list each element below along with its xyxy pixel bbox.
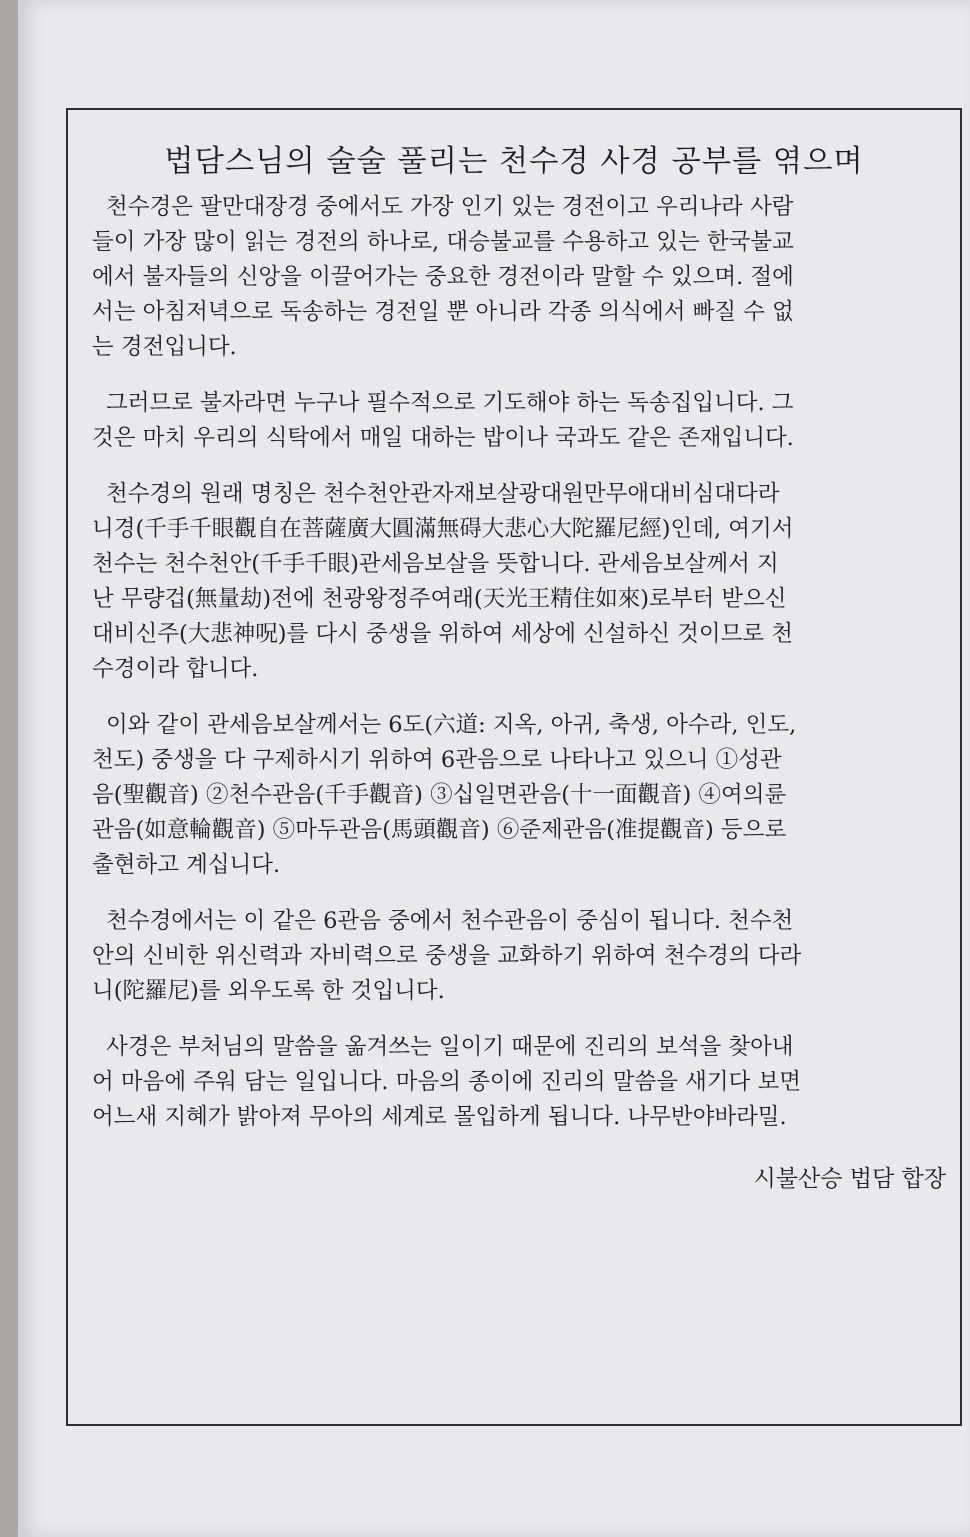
- text-line: 들이 가장 많이 읽는 경전의 하나로, 대승불교를 수용하고 있는 한국불교: [92, 229, 794, 255]
- text-line: 니(陀羅尼)를 외우도록 한 것입니다.: [92, 978, 445, 1004]
- text-line: 이와 같이 관세음보살께서는 6도(六道: 지옥, 아귀, 축생, 아수라, 인도,: [106, 712, 797, 738]
- document-title: 법담스님의 술술 풀리는 천수경 사경 공부를 엮으며: [164, 144, 864, 179]
- paragraph-6: [92, 1030, 946, 1135]
- document-body: [92, 190, 946, 1156]
- text-line: 천수경에서는 이 같은 6관음 중에서 천수관음이 중심이 됩니다. 천수천: [106, 908, 794, 934]
- book-page: [18, 0, 970, 1537]
- paragraph-3: [92, 477, 946, 687]
- paragraph-5: [92, 904, 946, 1009]
- text-line: 것은 마치 우리의 식탁에서 매일 대하는 밥이나 국과도 같은 존재입니다.: [92, 425, 794, 451]
- text-line: 천수는 천수천안(千手千眼)관세음보살을 뜻합니다. 관세음보살께서 지: [92, 551, 779, 577]
- text-line: 수경이라 합니다.: [92, 656, 259, 682]
- paragraph-2: [92, 386, 946, 456]
- text-line: 니경(千手千眼觀自在菩薩廣大圓滿無碍大悲心大陀羅尼經)인데, 여기서: [92, 516, 794, 542]
- text-frame: [66, 108, 962, 1426]
- signature: 시불산승 법담 합장: [753, 1166, 946, 1192]
- text-line: 서는 아침저녁으로 독송하는 경전일 뿐 아니라 각종 의식에서 빠질 수 없: [92, 299, 794, 325]
- text-line: 안의 신비한 위신력과 자비력으로 중생을 교화하기 위하여 천수경의 다라: [92, 943, 802, 969]
- text-line: 사경은 부처님의 말씀을 옮겨쓰는 일이기 때문에 진리의 보석을 찾아내: [106, 1034, 794, 1060]
- text-line: 어느새 지혜가 밝아져 무아의 세계로 몰입하게 됩니다. 나무반야바라밀.: [92, 1104, 787, 1130]
- text-line: 는 경전입니다.: [92, 334, 237, 360]
- text-line: 출현하고 계십니다.: [92, 852, 281, 878]
- paragraph-1: [92, 190, 946, 365]
- text-line: 천수경의 원래 명칭은 천수천안관자재보살광대원만무애대비심대다라: [106, 481, 780, 507]
- paragraph-4: [92, 708, 946, 883]
- text-line: 천수경은 팔만대장경 중에서도 가장 인기 있는 경전이고 우리나라 사람: [106, 194, 794, 220]
- text-line: 음(聖觀音) ②천수관음(千手觀音) ③십일면관음(十一面觀音) ④여의륜: [92, 782, 787, 808]
- text-line: 관음(如意輪觀音) ⑤마두관음(馬頭觀音) ⑥준제관음(准提觀音) 등으로: [92, 817, 787, 843]
- text-line: 어 마음에 주워 담는 일입니다. 마음의 종이에 진리의 말씀을 새기다 보면: [92, 1069, 801, 1095]
- text-line: 난 무량겁(無量劫)전에 천광왕정주여래(天光王精住如來)로부터 받으신: [92, 586, 787, 612]
- text-line: 그러므로 불자라면 누구나 필수적으로 기도해야 하는 독송집입니다. 그: [106, 390, 794, 416]
- text-line: 에서 불자들의 신앙을 이끌어가는 중요한 경전이라 말할 수 있으며. 절에: [92, 264, 794, 290]
- text-line: 대비신주(大悲神呪)를 다시 중생을 위하여 세상에 신설하신 것이므로 천: [92, 621, 793, 647]
- text-line: 천도) 중생을 다 구제하시기 위하여 6관음으로 나타나고 있으니 ①성관: [92, 747, 782, 773]
